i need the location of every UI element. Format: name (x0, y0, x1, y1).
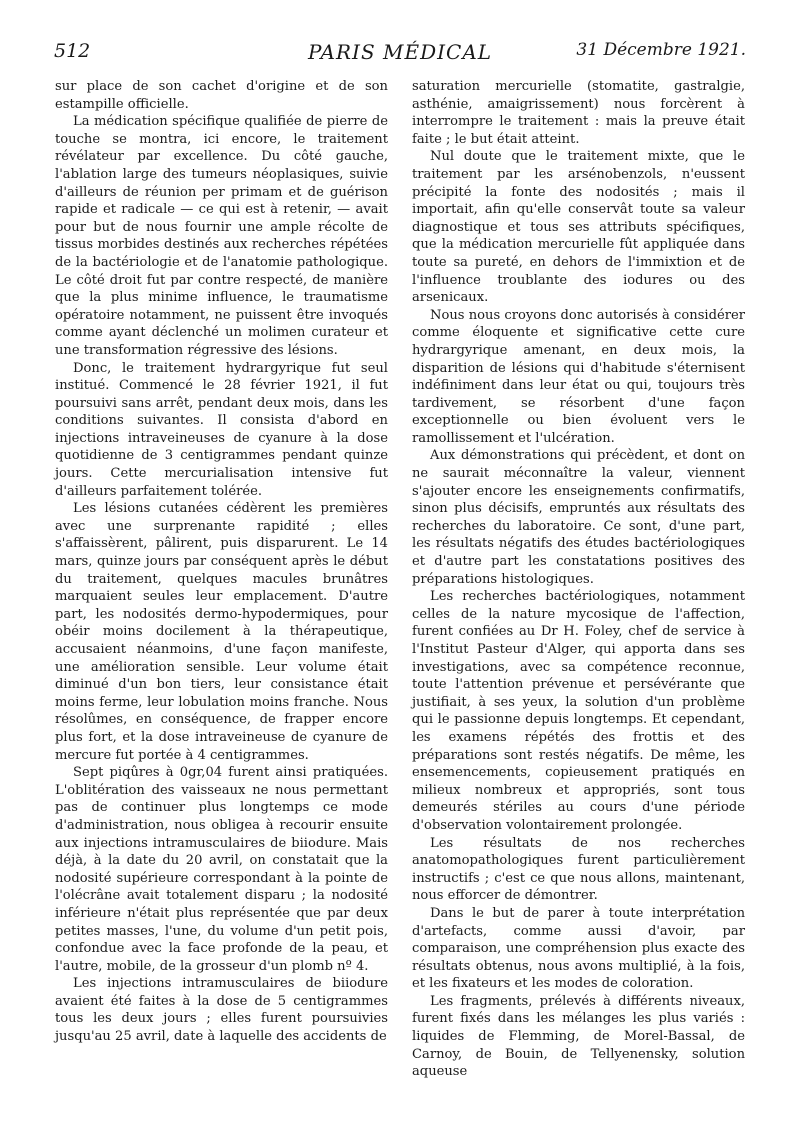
paragraph: Aux démonstrations qui précèdent, et dont on ne saurait méconnaître la valeur, viennent s'ajouter encore les enseignements confirmatifs, sinon plus décisifs, empruntés aux résultats des recherches du laboratoire. Ce sont, d'une part, les résultats négatifs des études bactériologiques et d'autre part les constatations positives des préparations histologiques. (412, 448, 745, 587)
paragraph: La médication spécifique qualifiée de pierre de touche se montra, ici encore, le traitement révélateur par excellence. Du côté gauche, l'ablation large des tumeurs néoplasiques, suivie d'ailleurs de réunion per primam et de guérison rapide et radicale — ce qui est à retenir, — avait pour but de nous fournir une ample récolte de tissus morbides destinés aux recherches répétées de la bactériologie et de l'anatomie pathologique. Le côté droit fut par contre respecté, de manière que la plus minime influence, le traumatisme opératoire notamment, ne puissent être invoqués comme ayant déclenché un molimen curateur et une transformation régressive des lésions. (55, 114, 388, 358)
paragraph: Nous nous croyons donc autorisés à considérer comme éloquente et significative cette cure hydrargyrique amenant, en deux mois, la disparition de lésions qui d'habitude s'éternisent indéfiniment dans leur état ou qui, toujours très tardivement, se résorbent d'une façon exceptionnelle ou bien évoluent vers le ramollissement et l'ulcération. (412, 307, 745, 446)
paragraph: Les résultats de nos recherches anatomopathologiques furent particulièrement instructifs ; c'est ce que nous allons, maintenant, nous efforcer de démontrer. (412, 835, 745, 904)
paragraph: Les lésions cutanées cédèrent les premières avec une surprenante rapidité ; elles s'affaissèrent, pâlirent, puis disparurent. Le 14 mars, quinze jours par conséquent après le début du traitement, quelques macules brunâtres marquaient seules leur emplacement. D'autre part, les nodosités dermo-hypodermiques, pour obéir moins docilement à la thérapeutique, accusaient néanmoins, d'une façon manifeste, une amélioration sensible. Leur volume était diminué d'un bon tiers, leur consistance était moins ferme, leur lobulation moins franche. Nous résolûmes, en conséquence, de frapper encore plus fort, et la dose intraveineuse de cyanure de mercure fut portée à 4 centigrammes. (55, 501, 388, 763)
paragraph: saturation mercurielle (stomatite, gastralgie, asthénie, amaigrissement) nous forcèrent à interrompre le traitement : mais la preuve était faite ; le but était atteint. (412, 79, 745, 147)
page-number: 512 (54, 40, 91, 62)
page-header (54, 40, 746, 72)
paragraph: Dans le but de parer à toute interprétation d'artefacts, comme aussi d'avoir, par comparaison, une compréhension plus exacte des résultats obtenus, nous avons multiplié, à la fois, et les fixateurs et les modes de coloration. (412, 905, 745, 992)
left-column (55, 78, 388, 1046)
paragraph: Nul doute que le traitement mixte, que le traitement par les arsénobenzols, n'eussent précipité la fonte des nodosités ; mais il importait, afin qu'elle conservât toute sa valeur diagnostique et tous ses attributs spécifiques, que la médication mercurielle fût appliquée dans toute sa pureté, en dehors de l'immixtion et de l'influence troublante des iodures ou des arsenicaux. (412, 149, 745, 306)
paragraph: Les injections intramusculaires de biiodure avaient été faites à la dose de 5 centigrammes tous les deux jours ; elles furent poursuivies jusqu'au 25 avril, date à laquelle des accidents de (55, 976, 388, 1045)
paragraph: sur place de son cachet d'origine et de son estampille officielle. (55, 79, 388, 112)
journal-title: PARIS MÉDICAL (307, 40, 493, 64)
paragraph: Les fragments, prélevés à différents niveaux, furent fixés dans les mélanges les plus variés : liquides de Flemming, de Morel-Bassal, de Carnoy, de Bouin, de Tellyenensky, solution aqueuse (412, 993, 745, 1080)
paragraph: Sept piqûres à 0gr,04 furent ainsi pratiquées. L'oblitération des vaisseaux ne nous permettant pas de continuer plus longtemps ce mode d'administration, nous obligea à recourir ensuite aux injections intramusculaires de biiodure. Mais déjà, à la date du 20 avril, on constatait que la nodosité supérieure correspondant à la pointe de l'olécrâne avait totalement disparu ; la nodosité inférieure n'était plus représentée que par deux petites masses, l'une, du volume d'un petit pois, confondue avec la face profonde de la peau, et l'autre, mobile, de la grosseur d'un plomb nº 4. (55, 765, 388, 974)
right-column (412, 78, 745, 1081)
paragraph: Les recherches bactériologiques, notamment celles de la nature mycosique de l'affection, furent confiées au Dr H. Foley, chef de service à l'Institut Pasteur d'Alger, qui apporta dans ses investigations, avec sa compétence reconnue, toute l'attention prévenue et persévérante que justifiait, à ses yeux, la solution d'un problème qui le passionne depuis longtemps. Et cependant, les examens répétés des frottis et des préparations sont restés négatifs. De même, les ensemencements, copieusement pratiqués en milieux nombreux et appropriés, sont tous demeurés stériles au cours d'une période d'observation volontairement prolongée. (412, 589, 745, 833)
issue-date: 31 Décembre 1921. (576, 40, 746, 60)
paragraph: Donc, le traitement hydrargyrique fut seul institué. Commencé le 28 février 1921, il fut poursuivi sans arrêt, pendant deux mois, dans les conditions suivantes. Il consista d'abord en injections intraveineuses de cyanure à la dose quotidienne de 3 centigrammes pendant quinze jours. Cette mercurialisation intensive fut d'ailleurs parfaitement tolérée. (55, 360, 388, 499)
